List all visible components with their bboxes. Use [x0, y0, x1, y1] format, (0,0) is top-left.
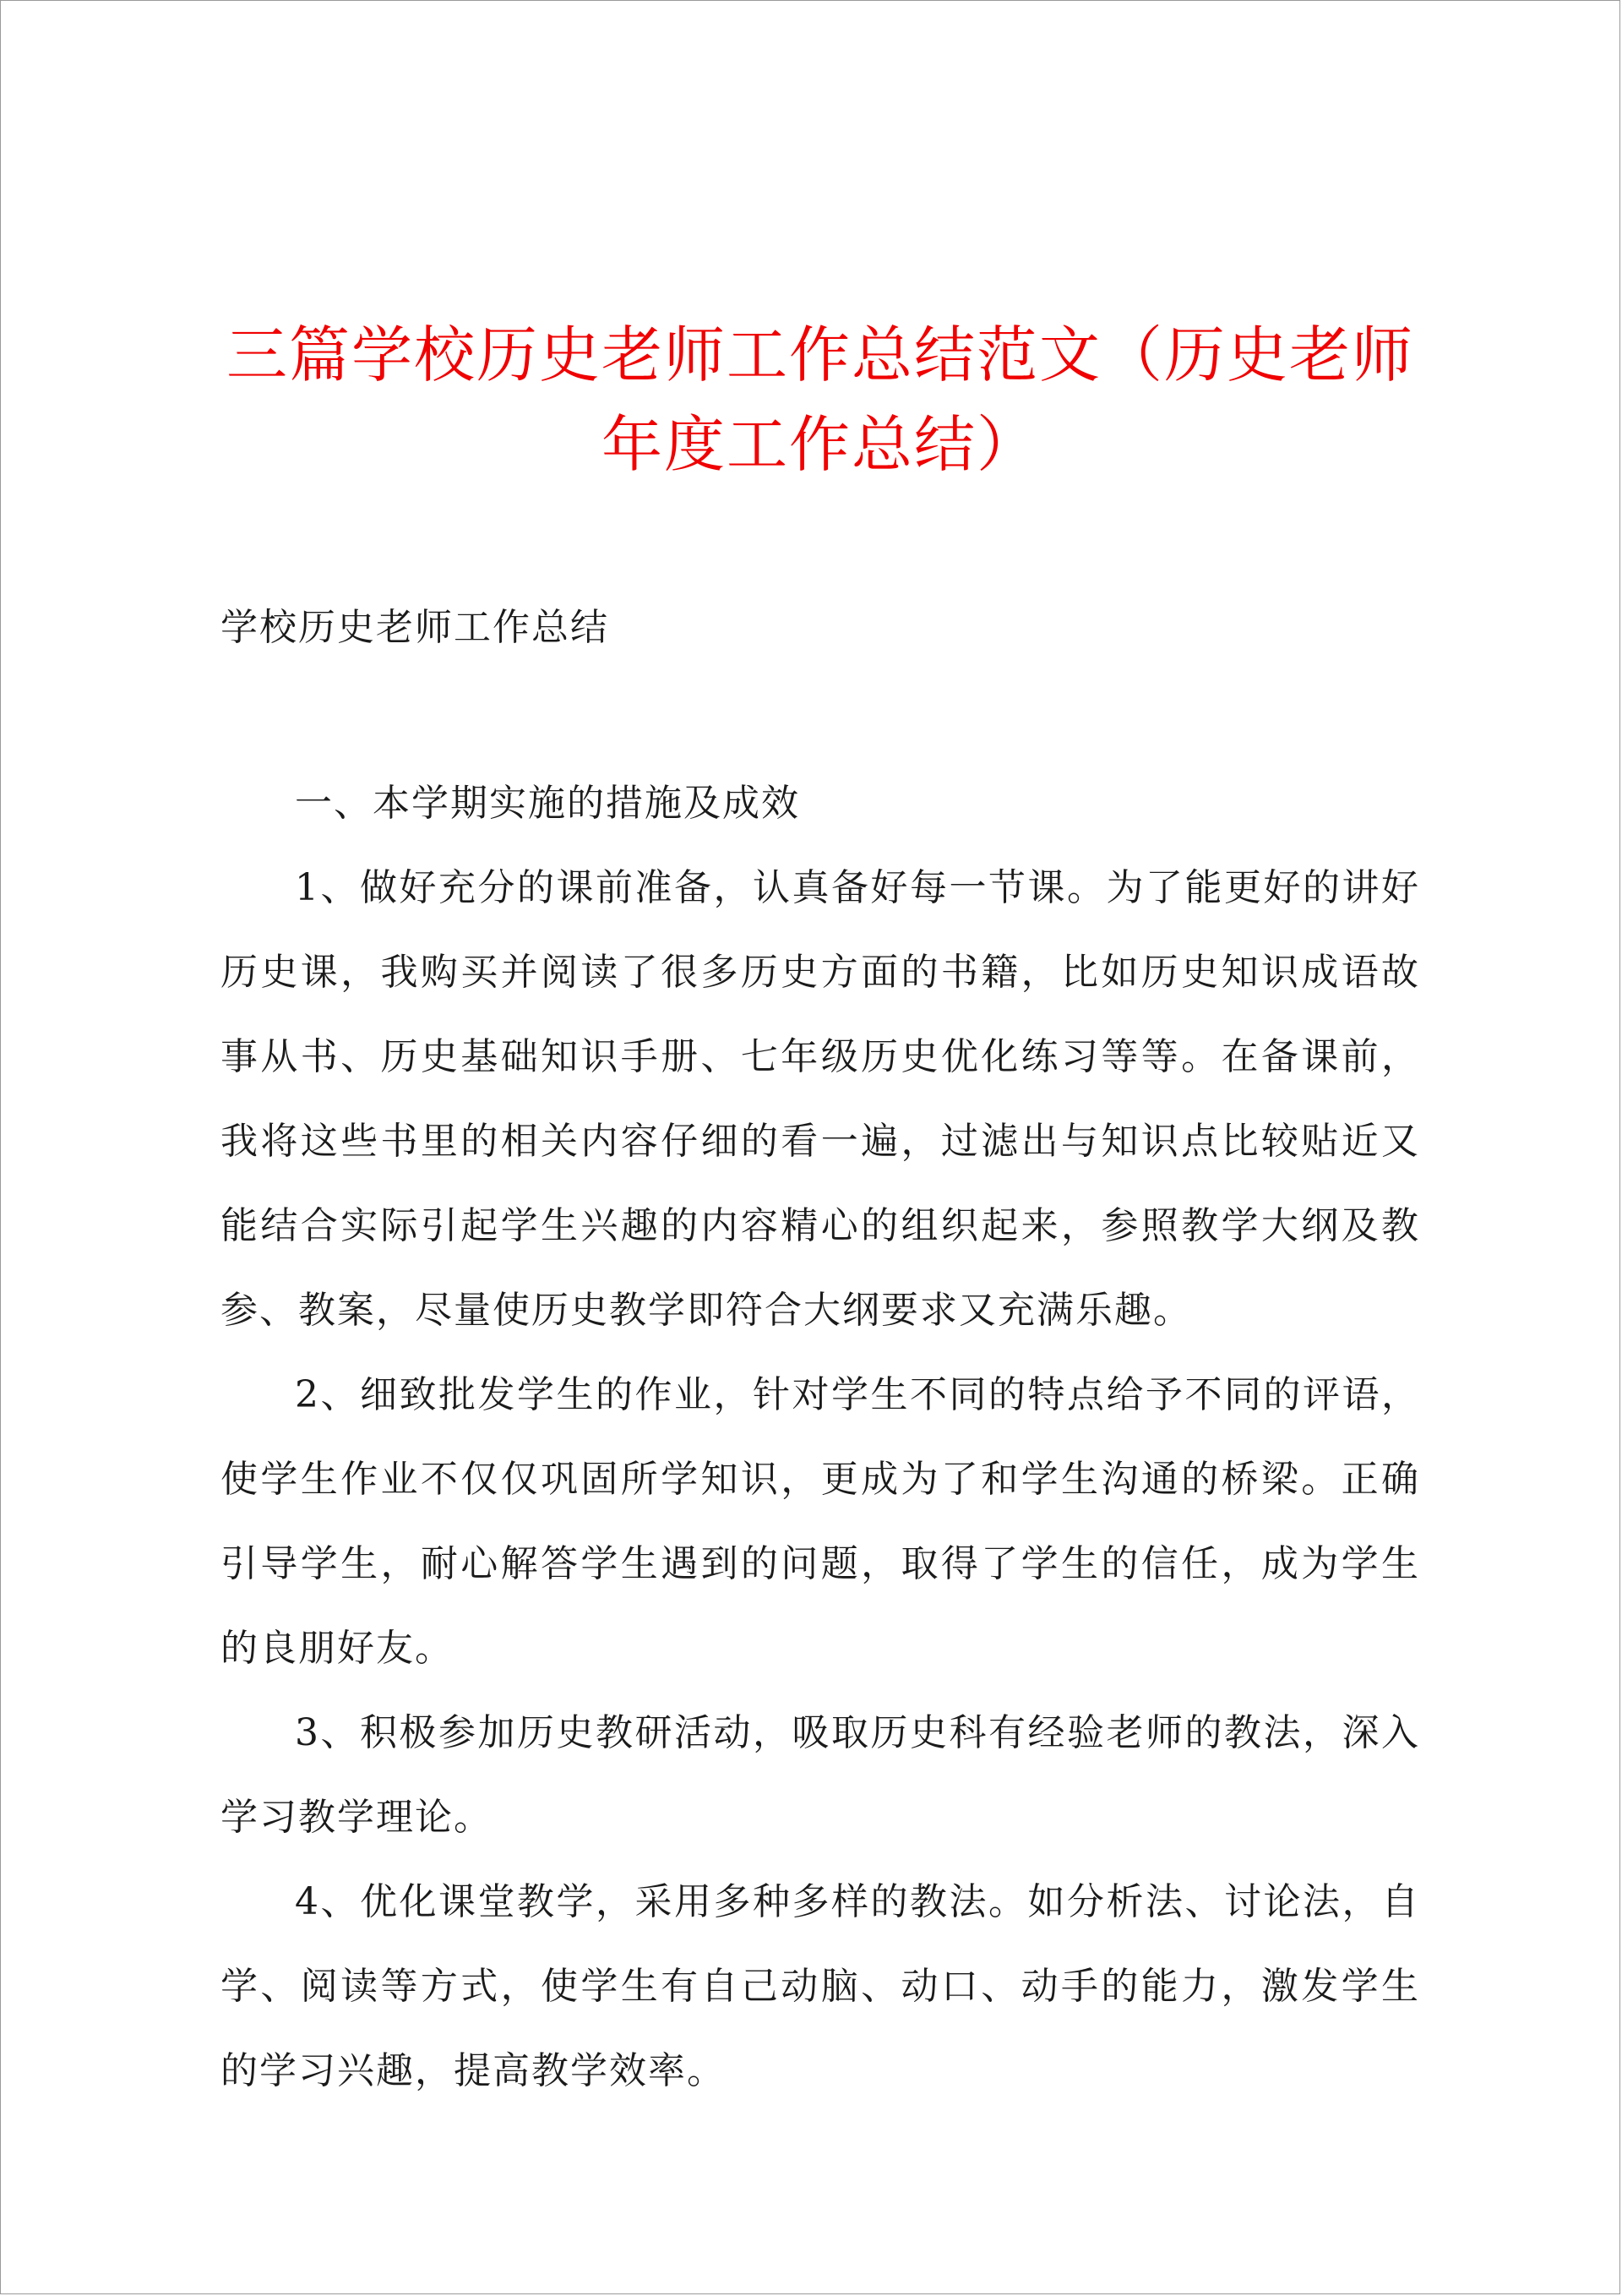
document-title: 三篇学校历史老师工作总结范文（历史老师年度工作总结） [226, 319, 1414, 480]
paragraph-2: 2、细致批发学生的作业，针对学生不同的特点给予不同的评语，使学生作业不仅仅巩固所学知识，更成为了和学生沟通的桥梁。正确引导学生，耐心解答学生遇到的问题，取得了学生的信任，成为学生的良朋好友。 [220, 1373, 1420, 1670]
paragraph-4: 4、优化课堂教学，采用多种多样的教法。如分析法、讨论法，自学、阅读等方式，使学生有自己动脑、动口、动手的能力，激发学生的学习兴趣，提高教学效率。 [220, 1880, 1420, 2092]
paragraph-3: 3、积极参加历史教研活动，吸取历史科有经验老师的教法，深入学习教学理论。 [220, 1711, 1420, 1839]
document-body [220, 761, 1420, 2113]
paragraph-1: 1、做好充分的课前准备，认真备好每一节课。为了能更好的讲好历史课，我购买并阅读了很多历史方面的书籍，比如历史知识成语故事从书、历史基础知识手册、七年级历史优化练习等等。在备课前，我将这些书里的相关内容仔细的看一遍，过滤出与知识点比较贴近又能结合实际引起学生兴趣的内容精心的组织起来，参照教学大纲及教参、教案，尽量使历史教学即符合大纲要求又充满乐趣。 [220, 866, 1420, 1332]
section-heading: 一、本学期实施的措施及成效 [295, 782, 800, 825]
document-subtitle: 学校历史老师工作总结 [220, 606, 609, 649]
